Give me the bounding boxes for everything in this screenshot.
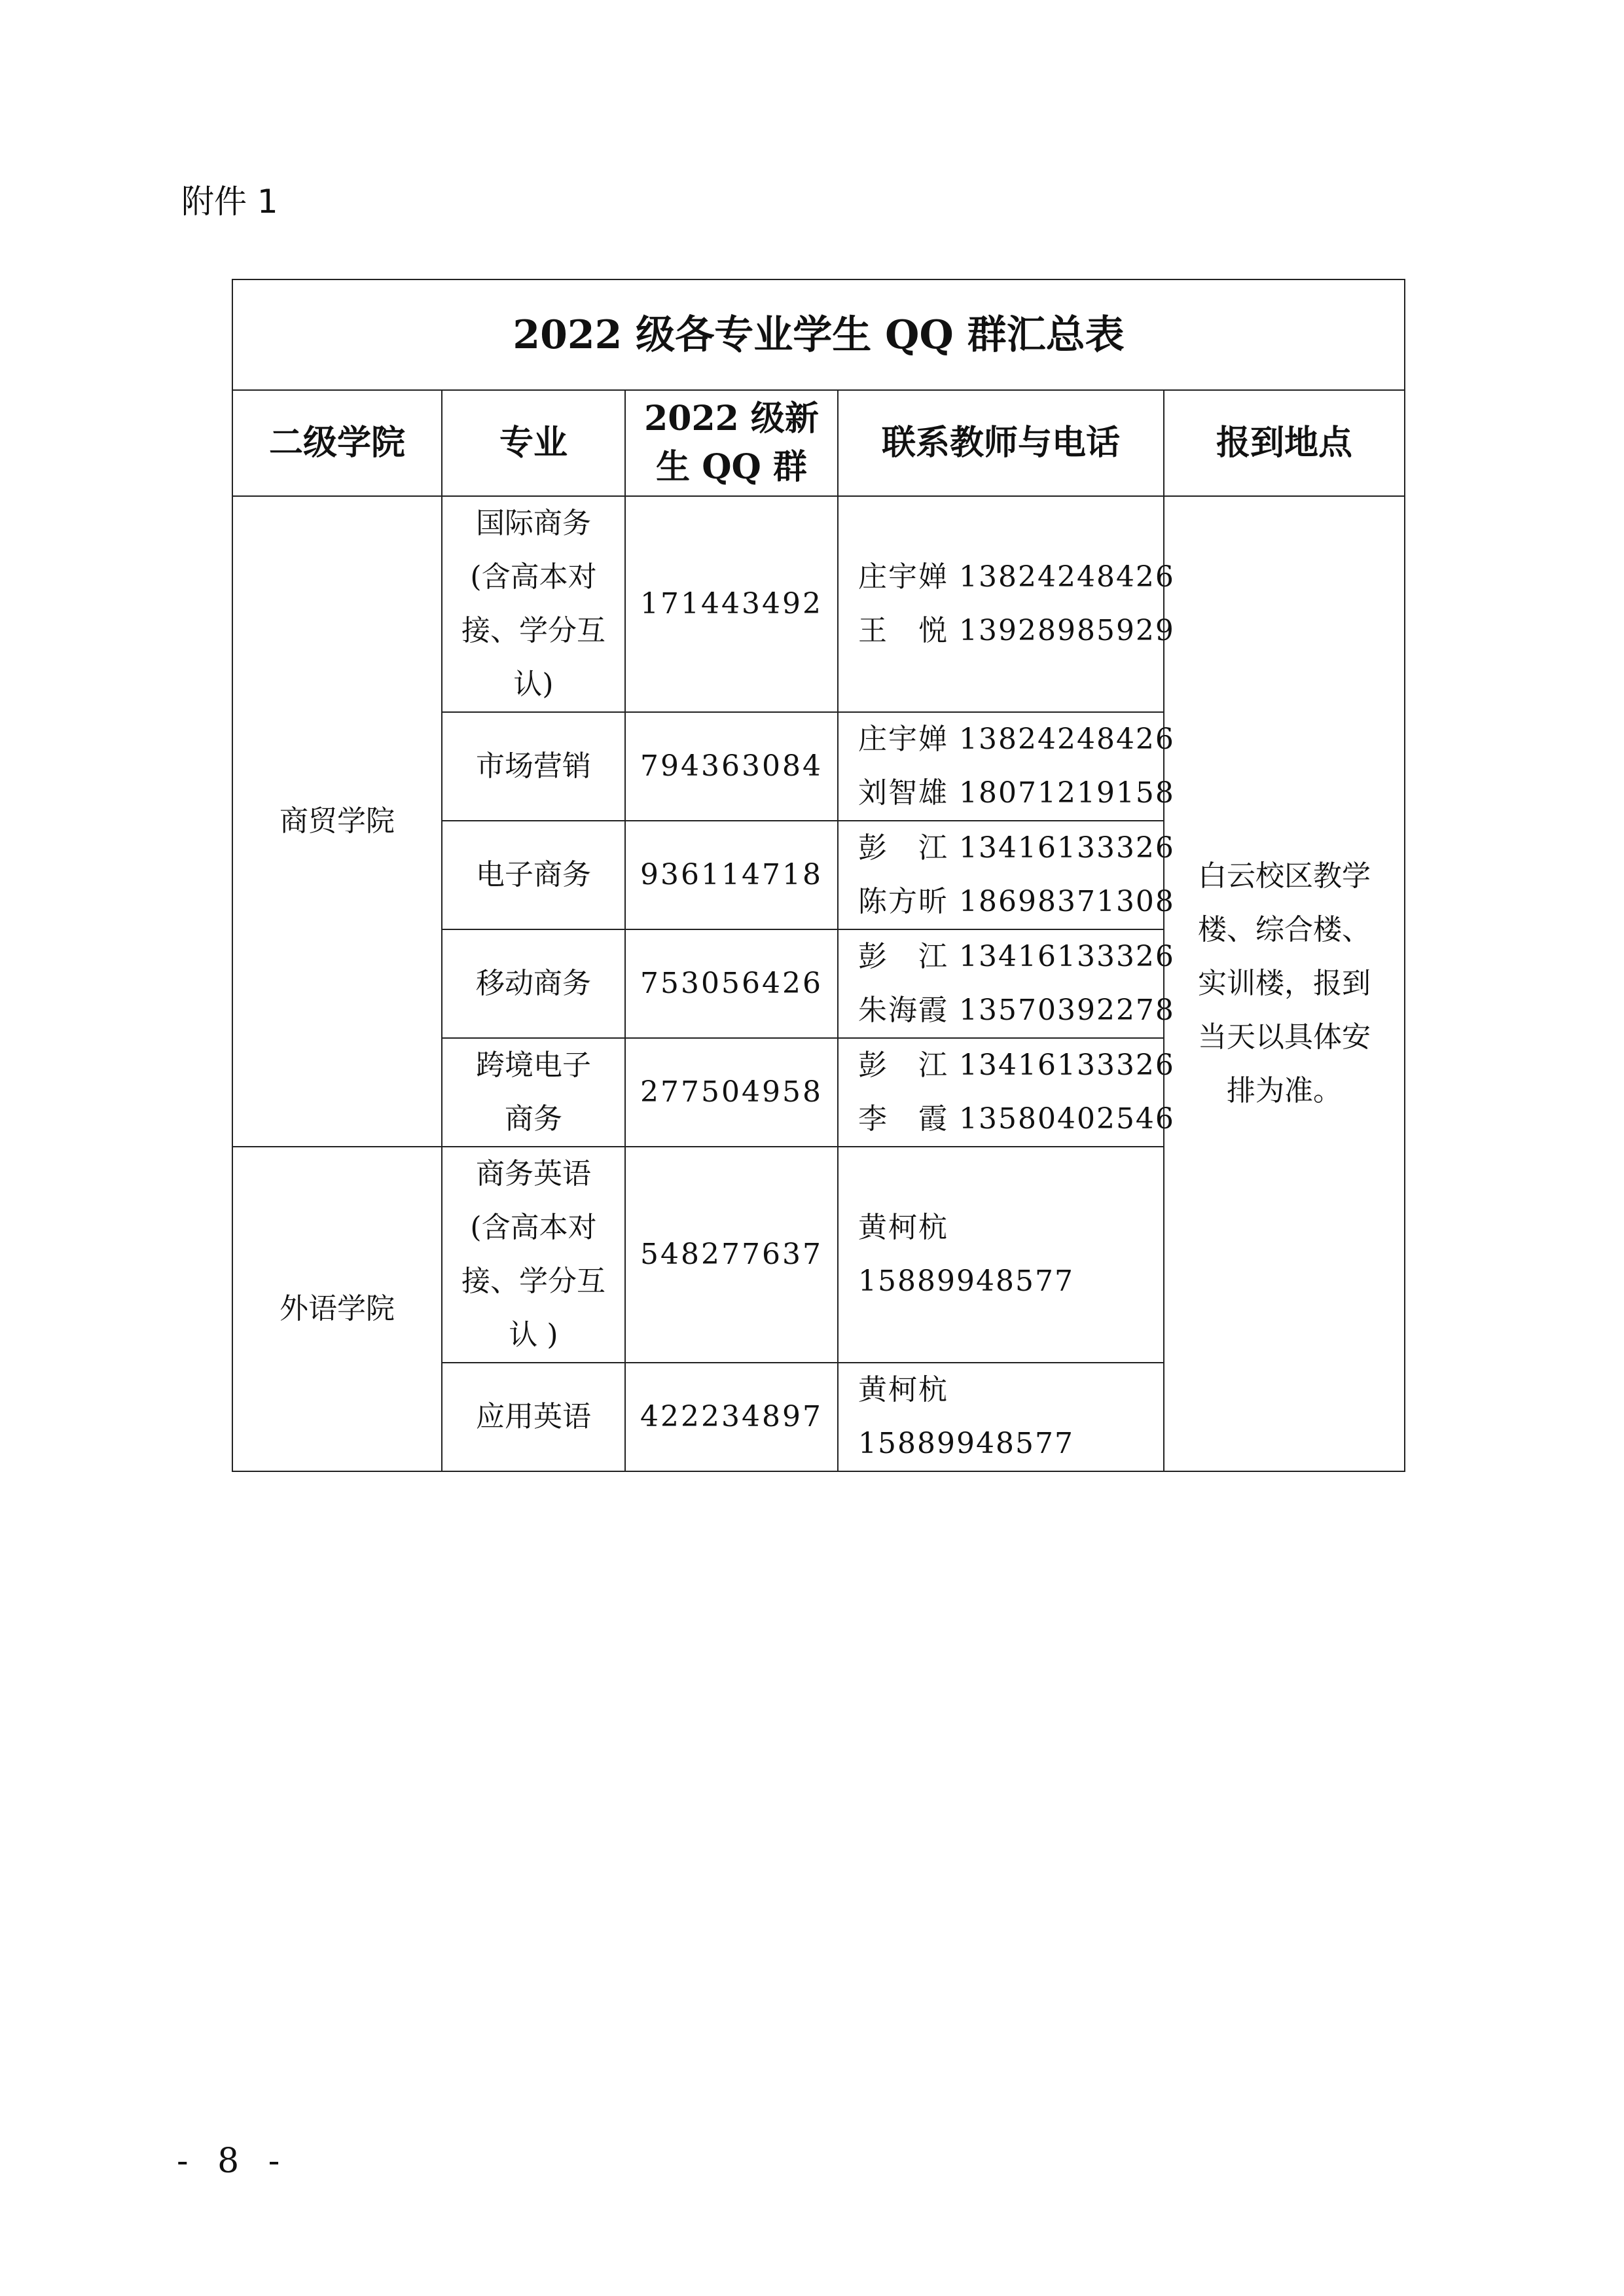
major-line: 认 )	[509, 1318, 558, 1352]
qq-cell: 171443492	[625, 496, 838, 712]
major-line: (含高本对	[470, 1211, 597, 1244]
major-line: 商务英语	[476, 1157, 591, 1191]
major-cell	[442, 1038, 625, 1147]
contact-cell	[838, 496, 1175, 712]
qq-cell: 422234897	[625, 1363, 838, 1471]
header-location: 报到地点	[1164, 390, 1405, 496]
header-qq-line1: 2022 级新	[644, 399, 819, 439]
qq-cell: 753056426	[625, 929, 838, 1038]
major-cell	[442, 1147, 625, 1363]
major-cell: 市场营销	[442, 712, 625, 821]
contact-line: 庄宇婵 13824248426	[858, 723, 1175, 756]
header-college: 二级学院	[232, 390, 442, 496]
header-contact: 联系教师与电话	[838, 390, 1164, 496]
contact-cell: 黄柯杭 15889948577	[838, 1147, 1164, 1363]
contact-line: 王 悦 13928985929	[858, 614, 1175, 647]
major-line: 商务	[505, 1102, 562, 1136]
major-cell	[442, 496, 625, 712]
attachment-label: 附件 1	[181, 183, 278, 221]
contact-line: 陈方昕 18698371308	[858, 885, 1175, 918]
page-number: - 8 -	[177, 2142, 289, 2181]
location-line: 排为准。	[1227, 1074, 1343, 1107]
location-cell	[1164, 496, 1405, 1471]
major-cell: 应用英语	[442, 1363, 625, 1471]
contact-cell	[838, 712, 1175, 821]
contact-cell	[838, 821, 1175, 929]
contact-cell	[838, 1038, 1175, 1147]
contact-line: 刘智雄 18071219158	[858, 776, 1175, 810]
major-line: (含高本对	[470, 560, 597, 594]
contact-cell	[838, 929, 1175, 1038]
qq-cell: 548277637	[625, 1147, 838, 1363]
qq-cell: 936114718	[625, 821, 838, 929]
college-cell: 商贸学院	[232, 496, 442, 1147]
location-line: 实训楼，报到	[1198, 967, 1371, 1000]
contact-line: 李 霞 13580402546	[858, 1102, 1175, 1136]
major-line: 接、学分互	[461, 1265, 605, 1298]
major-line: 接、学分互	[461, 614, 605, 647]
header-qq-line2: 生 QQ 群	[656, 447, 807, 487]
location-line: 白云校区教学	[1198, 859, 1371, 893]
major-cell: 移动商务	[442, 929, 625, 1038]
table-title: 2022 级各专业学生 QQ 群汇总表	[232, 279, 1405, 390]
contact-cell: 黄柯杭 15889948577	[838, 1363, 1164, 1471]
major-line: 国际商务	[476, 507, 591, 540]
contact-line: 彭 江 13416133326	[858, 1049, 1175, 1082]
location-line: 当天以具体安	[1198, 1020, 1371, 1054]
table-row	[232, 496, 1405, 712]
major-line: 跨境电子	[476, 1049, 591, 1082]
header-major: 专业	[442, 390, 625, 496]
qq-cell: 794363084	[625, 712, 838, 821]
contact-line: 朱海霞 13570392278	[858, 994, 1175, 1027]
qq-cell: 277504958	[625, 1038, 838, 1147]
contact-line: 彭 江 13416133326	[858, 940, 1175, 973]
college-cell: 外语学院	[232, 1147, 442, 1471]
header-row	[232, 390, 1405, 496]
major-cell: 电子商务	[442, 821, 625, 929]
qq-group-table	[232, 279, 1405, 1472]
location-line: 楼、综合楼、	[1198, 913, 1371, 946]
contact-line: 彭 江 13416133326	[858, 831, 1175, 865]
major-line: 认)	[513, 668, 554, 701]
contact-line: 庄宇婵 13824248426	[858, 560, 1175, 594]
header-qq	[625, 390, 838, 496]
